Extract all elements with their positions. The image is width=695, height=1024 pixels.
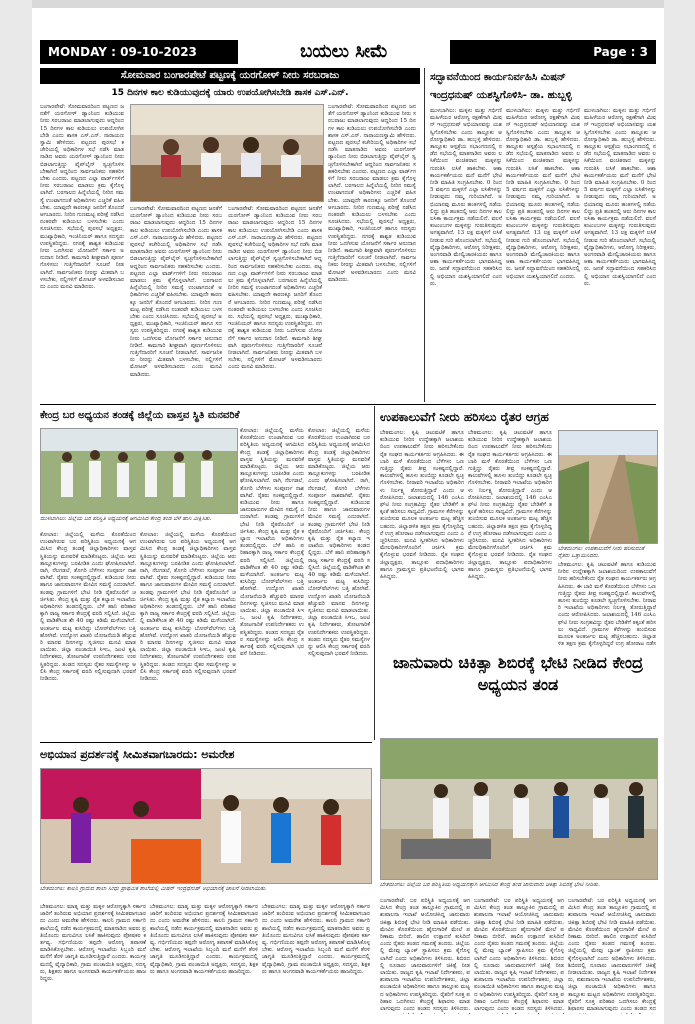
story4-column-1: ಬೇತಮಂಗಲ: ಕೃಷಿ ಚಟುವಟಿಕೆ ಹಾಗೂ ಕುಡಿಯುವ ನೀರಿನ ಉದ್ದೇಶಕ್ಕಾಗಿ ಜಲಾಶಯದಿಂದ ಉಪಕಾಲುವೆಗೆ ನೀರು ಹರಿಸಬೇಕೆಂದು ರೈತ ಸಂಘದ ಕಾರ್ಯಕರ್ತರು ಆಗ್ರಹಿಸಿದರು. ಈ ಬಾರಿ ಮಳೆ ಕೊರತೆಯಿಂದ ಬೆಳೆಗಳು ಒಣಗುತ್ತಿದ್ದು ರೈತರು ತೀವ್ರ ಸಂಕಷ್ಟದಲ್ಲಿದ್ದಾರೆ. ಕಾಲುವೆಗಳಲ್ಲಿ ಹೂಳು ತುಂಬಿದ್ದು ಕೂಡಲೇ ಸ್ವಚ್ಛಗೊಳಿಸಬೇಕು. ನೀರಾವರಿ ಇಲಾಖೆಯ ಅಧಿಕಾರಿಗಳು ನಿರ್ಲಕ್ಷ್ಯ ತೋರುತ್ತಿದ್ದಾರೆ ಎಂದು ಆರೋಪಿಸಿದರು. ಜಲಾಶಯದಲ್ಲಿ 146 ಎಂಸಿಎಫ್‌ಟಿ ನೀರು ಸಂಗ್ರಹವಿದ್ದು ರೈತರ ಬೇಡಿಕೆಗೆ ತಕ್ಕಂತೆ ಹರಿಸಲು ಸಾಧ್ಯವಿದೆ. ಗ್ರಾಮಗಳ ಕೆರೆಗಳನ್ನು ತುಂಬಿಸುವ ಮೂಲಕ ಅಂತರ್ಜಲ ಮಟ್ಟ ಹೆಚ್ಚಿಸಬಹುದು. ಜಿಲ್ಲಾಡಳಿತ ತಕ್ಷಣ ಕ್ರಮ ಕೈಗೊಳ್ಳದಿದ್ದರೆ ಉಗ್ರ ಹೋರಾಟ ನಡೆಸಲಾಗುವುದು ಎಂದು ಎಚ್ಚರಿಸಿದರು. ಮನವಿ ಸ್ವೀಕರಿಸಿದ ಅಧಿಕಾರಿಗಳು ಮೇಲಧಿಕಾರಿಗಳೊಂದಿಗೆ ಚರ್ಚಿಸಿ ಕ್ರಮ ಕೈಗೊಳ್ಳುವ ಭರವಸೆ ನೀಡಿದರು. ರೈತ ಸಂಘದ ಜಿಲ್ಲಾಧ್ಯಕ್ಷರು, ತಾಲ್ಲೂಕು ಪದಾಧಿಕಾರಿಗಳು ಹಾಗೂ ಗ್ರಾಮಸ್ಥರು ಪ್ರತಿಭಟನೆಯಲ್ಲಿ ಭಾಗವಹಿಸಿದ್ದರು. [380, 430, 464, 581]
canal-photo [559, 431, 657, 543]
story4-caption: ಬೇತಮಂಗಲ: ಉಪಕಾಲುವೆಗೆ ನೀರು ಹರಿಸುವಂತೆ ರೈತರು ಒತ್ತಾಯಿಸಿದರು. [558, 546, 645, 559]
story5-photo [40, 768, 372, 884]
masthead [40, 40, 656, 64]
story3-column-2: ಕೋಲಾರ: ಜಿಲ್ಲೆಯಲ್ಲಿ ಮಳೆಯ ಕೊರತೆಯಿಂದ ಉಂಟಾಗಿರುವ ಬರ ಪರಿಸ್ಥಿತಿಯ ಅಧ್ಯಯನಕ್ಕೆ ಆಗಮಿಸಿದ ಕೇಂದ್ರ ತಂಡಕ್ಕೆ ಜಿಲ್ಲಾಧಿಕಾರಿಗಳು ವಾಸ್ತವ ಸ್ಥಿತಿಯನ್ನು ಮನವರಿಕೆ ಮಾಡಿಕೊಟ್ಟರು. ಜಿಲ್ಲೆಯ ಆರು ತಾಲ್ಲೂಕುಗಳನ್ನು ಬರಪೀಡಿತ ಎಂದು ಘೋಷಿಸಲಾಗಿದೆ. ರಾಗಿ, ನೆಲಗಡಲೆ, ತೊಗರಿ ಬೆಳೆಗಳು ಸಂಪೂರ್ಣ ನಾಶವಾಗಿವೆ. ರೈತರು ಸಂಕಷ್ಟದಲ್ಲಿದ್ದಾರೆ. ಕುಡಿಯುವ ನೀರು ಹಾಗೂ ಜಾನುವಾರುಗಳ ಮೇವಿನ ಸಮಸ್ಯೆ ಎದುರಾಗಿದೆ. ತಂಡವು ಗ್ರಾಮಗಳಿಗೆ ಭೇಟಿ ನೀಡಿ ರೈತರೊಂದಿಗೆ ಚರ್ಚಿಸಿತು. ಕೇಂದ್ರ ಕೃಷಿ ಮತ್ತು ರೈತ ಕಲ್ಯಾಣ ಇಲಾಖೆಯ ಅಧಿಕಾರಿಗಳು ತಂಡದಲ್ಲಿದ್ದರು. ಬೆಳೆ ಹಾನಿ ಪರಿಹಾರಕ್ಕಾಗಿ ರಾಜ್ಯ ಸರ್ಕಾರ ಕೇಂದ್ರಕ್ಕೆ ವರದಿ ಸಲ್ಲಿಸಿದೆ. ಜಿಲ್ಲೆಯಲ್ಲಿ ವಾಡಿಕೆಗಿಂತ ಶೇ 40 ರಷ್ಟು ಕಡಿಮೆ ಮಳೆಯಾಗಿದೆ. ಅಂತರ್ಜಲ ಮಟ್ಟ ಕುಸಿದಿದ್ದು ಬೋರ್‌ವೆಲ್‌ಗಳು ಬತ್ತಿ ಹೋಗಿವೆ. ಉದ್ಯೋಗ ಖಾತರಿ ಯೋಜನೆಯಡಿ ಹೆಚ್ಚುವರಿ ಮಾನವ ದಿನಗಳನ್ನು ಸೃಜಿಸಲು ಮನವಿ ಮಾಡಲಾಯಿತು. ಜಿಲ್ಲಾ ಪಂಚಾಯಿತಿ ಸಿಇಒ, ಜಂಟಿ ಕೃಷಿ ನಿರ್ದೇಶಕರು, ತೋಟಗಾರಿಕೆ ಉಪನಿರ್ದೇಶಕರು ಉಪಸ್ಥಿತರಿದ್ದರು. ತಂಡದ ಸದಸ್ಯರು ರೈತರ ಸಮಸ್ಯೆಗಳನ್ನು ಆಲಿಸಿ ಕೇಂದ್ರ ಸರ್ಕಾರಕ್ಕೆ ವರದಿ ಸಲ್ಲಿಸುವುದಾಗಿ ಭರವಸೆ ನೀಡಿದರು. [140, 532, 236, 683]
story4-headline: ಉಪಕಾಲುವೆಗೆ ನೀರು ಹರಿಸಲು ರೈತರ ಆಗ್ರಹ [380, 410, 549, 424]
story6-column-1: ಬಂಗಾರಪೇಟೆ: ಬರ ಪರಿಸ್ಥಿತಿ ಅಧ್ಯಯನಕ್ಕೆ ಆಗಮಿಸಿದ ಕೇಂದ್ರ ತಂಡ ತಾಲ್ಲೂಕಿನ ಗ್ರಾಮದಲ್ಲಿ ಪಶುಪಾಲನಾ ಇಲಾಖೆ ಆಯೋಜಿಸಿದ್ದ ಜಾನುವಾರು ಚಿಕಿತ್ಸಾ ಶಿಬಿರಕ್ಕೆ ಭೇಟಿ ನೀಡಿ ಮಾಹಿತಿ ಪಡೆಯಿತು. ಮೇವಿನ ಕೊರತೆಯಿಂದ ಹೈನುಗಾರಿಕೆ ಮೇಲೆ ಪರಿಣಾಮ ಬೀರಿದೆ. ಹಾಲಿನ ಉತ್ಪಾದನೆ ಕುಸಿದಿದೆ ಎಂದು ರೈತರು ತಂಡದ ಗಮನಕ್ಕೆ ತಂದರು. ಜಿಲ್ಲೆಯಲ್ಲಿ ಮೇವು ಬ್ಯಾಂಕ್ ಸ್ಥಾಪಿಸಲು ಕ್ರಮ ಕೈಗೊಳ್ಳಲಾಗಿದೆ ಎಂದು ಅಧಿಕಾರಿಗಳು ತಿಳಿಸಿದರು. ಶಿಬಿರದಲ್ಲಿ ನೂರಾರು ಜಾನುವಾರುಗಳಿಗೆ ಚಿಕಿತ್ಸೆ ನೀಡಲಾಯಿತು. ರಾಜ್ಯದ ಕೃಷಿ ಇಲಾಖೆ ನಿರ್ದೇಶಕರು, ಪಶುಪಾಲನಾ ಇಲಾಖೆಯ ಉಪನಿರ್ದೇಶಕರು, ಜಿಲ್ಲಾ ಪಂಚಾಯಿತಿ ಅಧಿಕಾರಿಗಳು ಹಾಗೂ ತಾಲ್ಲೂಕು ಮಟ್ಟದ ಅಧಿಕಾರಿಗಳು ಉಪಸ್ಥಿತರಿದ್ದರು. ರೈತರಿಗೆ ಸೂಕ್ತ ಪರಿಹಾರ ಒದಗಿಸಲು ಕೇಂದ್ರಕ್ಕೆ ಶಿಫಾರಸು ಮಾಡಲಾಗುವುದು ಎಂದು ತಂಡದ ಸದಸ್ಯರು ತಿಳಿಸಿದರು. [380, 898, 470, 1013]
story3-column-4: ಕೋಲಾರ: ಜಿಲ್ಲೆಯಲ್ಲಿ ಮಳೆಯ ಕೊರತೆಯಿಂದ ಉಂಟಾಗಿರುವ ಬರ ಪರಿಸ್ಥಿತಿಯ ಅಧ್ಯಯನಕ್ಕೆ ಆಗಮಿಸಿದ ಕೇಂದ್ರ ತಂಡಕ್ಕೆ ಜಿಲ್ಲಾಧಿಕಾರಿಗಳು ವಾಸ್ತವ ಸ್ಥಿತಿಯನ್ನು ಮನವರಿಕೆ ಮಾಡಿಕೊಟ್ಟರು. ಜಿಲ್ಲೆಯ ಆರು ತಾಲ್ಲೂಕುಗಳನ್ನು ಬರಪೀಡಿತ ಎಂದು ಘೋಷಿಸಲಾಗಿದೆ. ರಾಗಿ, ನೆಲಗಡಲೆ, ತೊಗರಿ ಬೆಳೆಗಳು ಸಂಪೂರ್ಣ ನಾಶವಾಗಿವೆ. ರೈತರು ಸಂಕಷ್ಟದಲ್ಲಿದ್ದಾರೆ. ಕುಡಿಯುವ ನೀರು ಹಾಗೂ ಜಾನುವಾರುಗಳ ಮೇವಿನ ಸಮಸ್ಯೆ ಎದುರಾಗಿದೆ. ತಂಡವು ಗ್ರಾಮಗಳಿಗೆ ಭೇಟಿ ನೀಡಿ ರೈತರೊಂದಿಗೆ ಚರ್ಚಿಸಿತು. ಕೇಂದ್ರ ಕೃಷಿ ಮತ್ತು ರೈತ ಕಲ್ಯಾಣ ಇಲಾಖೆಯ ಅಧಿಕಾರಿಗಳು ತಂಡದಲ್ಲಿದ್ದರು. ಬೆಳೆ ಹಾನಿ ಪರಿಹಾರಕ್ಕಾಗಿ ರಾಜ್ಯ ಸರ್ಕಾರ ಕೇಂದ್ರಕ್ಕೆ ವರದಿ ಸಲ್ಲಿಸಿದೆ. ಜಿಲ್ಲೆಯಲ್ಲಿ ವಾಡಿಕೆಗಿಂತ ಶೇ 40 ರಷ್ಟು ಕಡಿಮೆ ಮಳೆಯಾಗಿದೆ. ಅಂತರ್ಜಲ ಮಟ್ಟ ಕುಸಿದಿದ್ದು ಬೋರ್‌ವೆಲ್‌ಗಳು ಬತ್ತಿ ಹೋಗಿವೆ. ಉದ್ಯೋಗ ಖಾತರಿ ಯೋಜನೆಯಡಿ ಹೆಚ್ಚುವರಿ ಮಾನವ ದಿನಗಳನ್ನು ಸೃಜಿಸಲು ಮನವಿ ಮಾಡಲಾಯಿತು. ಜಿಲ್ಲಾ ಪಂಚಾಯಿತಿ ಸಿಇಒ, ಜಂಟಿ ಕೃಷಿ ನಿರ್ದೇಶಕರು, ತೋಟಗಾರಿಕೆ ಉಪನಿರ್ದೇಶಕರು ಉಪಸ್ಥಿತರಿದ್ದರು. ತಂಡದ ಸದಸ್ಯರು ರೈತರ ಸಮಸ್ಯೆಗಳನ್ನು ಆಲಿಸಿ ಕೇಂದ್ರ ಸರ್ಕಾರಕ್ಕೆ ವರದಿ ಸಲ್ಲಿಸುವುದಾಗಿ ಭರವಸೆ ನೀಡಿದರು. [308, 428, 370, 658]
story1-headline-1: ಸೋಮವಾರ ಬಂಗಾರಪೇಟೆ ಪಟ್ಟಣಕ್ಕೆ ಯರಗೋಳ್ ನೀರು ಸರಬರಾಜು [40, 68, 420, 84]
story6-headline: ಜಾನುವಾರು ಚಿಕಿತ್ಸಾ ಶಿಬಿರಕ್ಕೆ ಭೇಟಿ ನೀಡಿದ ಕೇಂದ್ರ ಅಧ್ಯಯನ ತಂಡ [392, 653, 644, 694]
story1-column-3: ಬಂಗಾರಪೇಟೆ: ಸೋಮವಾರದಿಂದ ಪಟ್ಟಣದ ಜನತೆಗೆ ಯರಗೋಳ್ ಡ್ಯಾಂನಿಂದ ಕುಡಿಯುವ ನೀರು ಸರಬರಾಜು ಮಾಡಲಾಗುವುದು ಆದ್ದರಿಂದ 15 ದಿನಗಳ ಕಾಲ ಕುಡಿಯಲು ಉಪಯೋಗಿಸಬೇಡಿ ಎಂದು ಶಾಸಕ ಎಸ್.ಎನ್. ನಾರಾಯಣಸ್ವಾಮಿ ಹೇಳಿದರು. ಪಟ್ಟಣದ ಪುರಸಭೆ ಕಚೇರಿಯಲ್ಲಿ ಅಧಿಕಾರಿಗಳ ಸಭೆ ನಡೆಸಿ ಮಾತನಾಡಿದ ಅವರು ಯರಗೋಳ್ ಡ್ಯಾಂನಿಂದ ನೀರು ಬಿಡಲಾಗುತ್ತಿದ್ದು ಪೈಪ್‌ಲೈನ್ ಸ್ವಚ್ಛಗೊಳಿಸಬೇಕಾಗಿದೆ ಆದ್ದರಿಂದ ಸಾರ್ವಜನಿಕರು ಸಹಕರಿಸಬೇಕು ಎಂದರು. ಪಟ್ಟಣದ ಎಲ್ಲಾ ವಾರ್ಡ್‌ಗಳಿಗೆ ನೀರು ಸರಬರಾಜು ಮಾಡಲು ಕ್ರಮ ಕೈಗೊಳ್ಳಲಾಗಿದೆ. ಬರಗಾಲದ ಹಿನ್ನೆಲೆಯಲ್ಲಿ ನೀರಿನ ಸಮಸ್ಯೆ ಉಂಟಾಗದಂತೆ ಅಧಿಕಾರಿಗಳು ಎಚ್ಚರಿಕೆ ವಹಿಸಬೇಕು. ಯಾವುದೇ ಕಾರಣಕ್ಕೂ ಜನರಿಗೆ ತೊಂದರೆ ಆಗಬಾರದು. ನೀರಿನ ಗುಣಮಟ್ಟ ಪರೀಕ್ಷೆ ನಡೆಸಿದ ನಂತರವೇ ಕುಡಿಯಲು ಬಳಸಬೇಕು ಎಂದು ಸೂಚಿಸಿದರು. ಸಭೆಯಲ್ಲಿ ಪುರಸಭೆ ಅಧ್ಯಕ್ಷರು, ಮುಖ್ಯಾಧಿಕಾರಿ, ಇಂಜಿನಿಯರ್ ಹಾಗೂ ಸದಸ್ಯರು ಉಪಸ್ಥಿತರಿದ್ದರು. ನಗರಕ್ಕೆ ಶಾಶ್ವತ ಕುಡಿಯುವ ನೀರು ಒದಗಿಸುವ ಯೋಜನೆಗೆ ಸರ್ಕಾರ ಅನುದಾನ ನೀಡಿದೆ. ಕಾಮಗಾರಿ ಶೀಘ್ರವಾಗಿ ಪೂರ್ಣಗೊಳಿಸಲು ಗುತ್ತಿಗೆದಾರರಿಗೆ ಸೂಚನೆ ನೀಡಲಾಗಿದೆ. ಸಾರ್ವಜನಿಕರು ನೀರನ್ನು ಮಿತವಾಗಿ ಬಳಸಬೇಕು, ನಲ್ಲಿಗಳಿಗೆ ಮೋಟರ್ ಅಳವಡಿಸಬಾರದು ಎಂದು ಮನವಿ ಮಾಡಿದರು. [228, 206, 322, 371]
story3-caption: ಮುಳಬಾಗಿಲು: ಜಿಲ್ಲೆಯ ಬರ ಪರಿಸ್ಥಿತಿ ಅಧ್ಯಯನಕ್ಕೆ ಆಗಮಿಸಿದ ಕೇಂದ್ರ ತಂಡ ಬೆಳೆ ಹಾನಿ ವೀಕ್ಷಿಸಿತು. [40, 516, 212, 522]
meeting-photo [131, 105, 323, 201]
veterinary-camp-photo [381, 739, 657, 879]
story4-column-3: ಬೇತಮಂಗಲ: ಕೃಷಿ ಚಟುವಟಿಕೆ ಹಾಗೂ ಕುಡಿಯುವ ನೀರಿನ ಉದ್ದೇಶಕ್ಕಾಗಿ ಜಲಾಶಯದಿಂದ ಉಪಕಾಲುವೆಗೆ ನೀರು ಹರಿಸಬೇಕೆಂದು ರೈತ ಸಂಘದ ಕಾರ್ಯಕರ್ತರು ಆಗ್ರಹಿಸಿದರು. ಈ ಬಾರಿ ಮಳೆ ಕೊರತೆಯಿಂದ ಬೆಳೆಗಳು ಒಣಗುತ್ತಿದ್ದು ರೈತರು ತೀವ್ರ ಸಂಕಷ್ಟದಲ್ಲಿದ್ದಾರೆ. ಕಾಲುವೆಗಳಲ್ಲಿ ಹೂಳು ತುಂಬಿದ್ದು ಕೂಡಲೇ ಸ್ವಚ್ಛಗೊಳಿಸಬೇಕು. ನೀರಾವರಿ ಇಲಾಖೆಯ ಅಧಿಕಾರಿಗಳು ನಿರ್ಲಕ್ಷ್ಯ ತೋರುತ್ತಿದ್ದಾರೆ ಎಂದು ಆರೋಪಿಸಿದರು. ಜಲಾಶಯದಲ್ಲಿ 146 ಎಂಸಿಎಫ್‌ಟಿ ನೀರು ಸಂಗ್ರಹವಿದ್ದು ರೈತರ ಬೇಡಿಕೆಗೆ ತಕ್ಕಂತೆ ಹರಿಸಲು ಸಾಧ್ಯವಿದೆ. ಗ್ರಾಮಗಳ ಕೆರೆಗಳನ್ನು ತುಂಬಿಸುವ ಮೂಲಕ ಅಂತರ್ಜಲ ಮಟ್ಟ ಹೆಚ್ಚಿಸಬಹುದು. ಜಿಲ್ಲಾಡಳಿತ ತಕ್ಷಣ ಕ್ರಮ ಕೈಗೊಳ್ಳದಿದ್ದರೆ ಉಗ್ರ ಹೋರಾಟ ನಡೆಸ [558, 562, 656, 648]
horizontal-rule [40, 404, 656, 405]
story3-headline: ಕೇಂದ್ರ ಬರ ಅಧ್ಯಯನ ತಂಡಕ್ಕೆ ಜಿಲ್ಲೆಯ ವಾಸ್ತವ ಸ್ಥಿತಿ ಮನವರಿಕೆ [40, 410, 240, 421]
story4-column-2: ಬೇತಮಂಗಲ: ಕೃಷಿ ಚಟುವಟಿಕೆ ಹಾಗೂ ಕುಡಿಯುವ ನೀರಿನ ಉದ್ದೇಶಕ್ಕಾಗಿ ಜಲಾಶಯದಿಂದ ಉಪಕಾಲುವೆಗೆ ನೀರು ಹರಿಸಬೇಕೆಂದು ರೈತ ಸಂಘದ ಕಾರ್ಯಕರ್ತರು ಆಗ್ರಹಿಸಿದರು. ಈ ಬಾರಿ ಮಳೆ ಕೊರತೆಯಿಂದ ಬೆಳೆಗಳು ಒಣಗುತ್ತಿದ್ದು ರೈತರು ತೀವ್ರ ಸಂಕಷ್ಟದಲ್ಲಿದ್ದಾರೆ. ಕಾಲುವೆಗಳಲ್ಲಿ ಹೂಳು ತುಂಬಿದ್ದು ಕೂಡಲೇ ಸ್ವಚ್ಛಗೊಳಿಸಬೇಕು. ನೀರಾವರಿ ಇಲಾಖೆಯ ಅಧಿಕಾರಿಗಳು ನಿರ್ಲಕ್ಷ್ಯ ತೋರುತ್ತಿದ್ದಾರೆ ಎಂದು ಆರೋಪಿಸಿದರು. ಜಲಾಶಯದಲ್ಲಿ 146 ಎಂಸಿಎಫ್‌ಟಿ ನೀರು ಸಂಗ್ರಹವಿದ್ದು ರೈತರ ಬೇಡಿಕೆಗೆ ತಕ್ಕಂತೆ ಹರಿಸಲು ಸಾಧ್ಯವಿದೆ. ಗ್ರಾಮಗಳ ಕೆರೆಗಳನ್ನು ತುಂಬಿಸುವ ಮೂಲಕ ಅಂತರ್ಜಲ ಮಟ್ಟ ಹೆಚ್ಚಿಸಬಹುದು. ಜಿಲ್ಲಾಡಳಿತ ತಕ್ಷಣ ಕ್ರಮ ಕೈಗೊಳ್ಳದಿದ್ದರೆ ಉಗ್ರ ಹೋರಾಟ ನಡೆಸಲಾಗುವುದು ಎಂದು ಎಚ್ಚರಿಸಿದರು. ಮನವಿ ಸ್ವೀಕರಿಸಿದ ಅಧಿಕಾರಿಗಳು ಮೇಲಧಿಕಾರಿಗಳೊಂದಿಗೆ ಚರ್ಚಿಸಿ ಕ್ರಮ ಕೈಗೊಳ್ಳುವ ಭರವಸೆ ನೀಡಿದರು. ರೈತ ಸಂಘದ ಜಿಲ್ಲಾಧ್ಯಕ್ಷರು, ತಾಲ್ಲೂಕು ಪದಾಧಿಕಾರಿಗಳು ಹಾಗೂ ಗ್ರಾಮಸ್ಥರು ಪ್ರತಿಭಟನೆಯಲ್ಲಿ ಭಾಗವಹಿಸಿದ್ದರು. [468, 430, 552, 581]
newspaper-page [32, 0, 664, 1024]
story1-headline-2: 15 ದಿನಗಳ ಕಾಲ ಕುಡಿಯುವುದಕ್ಕೆ ಯಾರು ಉಪಯೋಗಿಸಬೇಡಿ ಶಾಸಕ ಎಸ್.ಎನ್. [111, 88, 349, 98]
issue-date: MONDAY : 09-10-2023 [48, 45, 197, 59]
story3-column-1: ಕೋಲಾರ: ಜಿಲ್ಲೆಯಲ್ಲಿ ಮಳೆಯ ಕೊರತೆಯಿಂದ ಉಂಟಾಗಿರುವ ಬರ ಪರಿಸ್ಥಿತಿಯ ಅಧ್ಯಯನಕ್ಕೆ ಆಗಮಿಸಿದ ಕೇಂದ್ರ ತಂಡಕ್ಕೆ ಜಿಲ್ಲಾಧಿಕಾರಿಗಳು ವಾಸ್ತವ ಸ್ಥಿತಿಯನ್ನು ಮನವರಿಕೆ ಮಾಡಿಕೊಟ್ಟರು. ಜಿಲ್ಲೆಯ ಆರು ತಾಲ್ಲೂಕುಗಳನ್ನು ಬರಪೀಡಿತ ಎಂದು ಘೋಷಿಸಲಾಗಿದೆ. ರಾಗಿ, ನೆಲಗಡಲೆ, ತೊಗರಿ ಬೆಳೆಗಳು ಸಂಪೂರ್ಣ ನಾಶವಾಗಿವೆ. ರೈತರು ಸಂಕಷ್ಟದಲ್ಲಿದ್ದಾರೆ. ಕುಡಿಯುವ ನೀರು ಹಾಗೂ ಜಾನುವಾರುಗಳ ಮೇವಿನ ಸಮಸ್ಯೆ ಎದುರಾಗಿದೆ. ತಂಡವು ಗ್ರಾಮಗಳಿಗೆ ಭೇಟಿ ನೀಡಿ ರೈತರೊಂದಿಗೆ ಚರ್ಚಿಸಿತು. ಕೇಂದ್ರ ಕೃಷಿ ಮತ್ತು ರೈತ ಕಲ್ಯಾಣ ಇಲಾಖೆಯ ಅಧಿಕಾರಿಗಳು ತಂಡದಲ್ಲಿದ್ದರು. ಬೆಳೆ ಹಾನಿ ಪರಿಹಾರಕ್ಕಾಗಿ ರಾಜ್ಯ ಸರ್ಕಾರ ಕೇಂದ್ರಕ್ಕೆ ವರದಿ ಸಲ್ಲಿಸಿದೆ. ಜಿಲ್ಲೆಯಲ್ಲಿ ವಾಡಿಕೆಗಿಂತ ಶೇ 40 ರಷ್ಟು ಕಡಿಮೆ ಮಳೆಯಾಗಿದೆ. ಅಂತರ್ಜಲ ಮಟ್ಟ ಕುಸಿದಿದ್ದು ಬೋರ್‌ವೆಲ್‌ಗಳು ಬತ್ತಿ ಹೋಗಿವೆ. ಉದ್ಯೋಗ ಖಾತರಿ ಯೋಜನೆಯಡಿ ಹೆಚ್ಚುವರಿ ಮಾನವ ದಿನಗಳನ್ನು ಸೃಜಿಸಲು ಮನವಿ ಮಾಡಲಾಯಿತು. ಜಿಲ್ಲಾ ಪಂಚಾಯಿತಿ ಸಿಇಒ, ಜಂಟಿ ಕೃಷಿ ನಿರ್ದೇಶಕರು, ತೋಟಗಾರಿಕೆ ಉಪನಿರ್ದೇಶಕರು ಉಪಸ್ಥಿತರಿದ್ದರು. ತಂಡದ ಸದಸ್ಯರು ರೈತರ ಸಮಸ್ಯೆಗಳನ್ನು ಆಲಿಸಿ ಕೇಂದ್ರ ಸರ್ಕಾರಕ್ಕೆ ವರದಿ ಸಲ್ಲಿಸುವುದಾಗಿ ಭರವಸೆ ನೀಡಿದರು. [40, 532, 136, 683]
story6-column-3: ಬಂಗಾರಪೇಟೆ: ಬರ ಪರಿಸ್ಥಿತಿ ಅಧ್ಯಯನಕ್ಕೆ ಆಗಮಿಸಿದ ಕೇಂದ್ರ ತಂಡ ತಾಲ್ಲೂಕಿನ ಗ್ರಾಮದಲ್ಲಿ ಪಶುಪಾಲನಾ ಇಲಾಖೆ ಆಯೋಜಿಸಿದ್ದ ಜಾನುವಾರು ಚಿಕಿತ್ಸಾ ಶಿಬಿರಕ್ಕೆ ಭೇಟಿ ನೀಡಿ ಮಾಹಿತಿ ಪಡೆಯಿತು. ಮೇವಿನ ಕೊರತೆಯಿಂದ ಹೈನುಗಾರಿಕೆ ಮೇಲೆ ಪರಿಣಾಮ ಬೀರಿದೆ. ಹಾಲಿನ ಉತ್ಪಾದನೆ ಕುಸಿದಿದೆ ಎಂದು ರೈತರು ತಂಡದ ಗಮನಕ್ಕೆ ತಂದರು. ಜಿಲ್ಲೆಯಲ್ಲಿ ಮೇವು ಬ್ಯಾಂಕ್ ಸ್ಥಾಪಿಸಲು ಕ್ರಮ ಕೈಗೊಳ್ಳಲಾಗಿದೆ ಎಂದು ಅಧಿಕಾರಿಗಳು ತಿಳಿಸಿದರು. ಶಿಬಿರದಲ್ಲಿ ನೂರಾರು ಜಾನುವಾರುಗಳಿಗೆ ಚಿಕಿತ್ಸೆ ನೀಡಲಾಯಿತು. ರಾಜ್ಯದ ಕೃಷಿ ಇಲಾಖೆ ನಿರ್ದೇಶಕರು, ಪಶುಪಾಲನಾ ಇಲಾಖೆಯ ಉಪನಿರ್ದೇಶಕರು, ಜಿಲ್ಲಾ ಪಂಚಾಯಿತಿ ಅಧಿಕಾರಿಗಳು ಹಾಗೂ ತಾಲ್ಲೂಕು ಮಟ್ಟದ ಅಧಿಕಾರಿಗಳು ಉಪಸ್ಥಿತರಿದ್ದರು. ರೈತರಿಗೆ ಸೂಕ್ತ ಪರಿಹಾರ ಒದಗಿಸಲು ಕೇಂದ್ರಕ್ಕೆ ಶಿಫಾರಸು ಮಾಡಲಾಗುವುದು ಎಂದು ತಂಡದ ಸದ [568, 898, 656, 1013]
column-divider [424, 68, 425, 402]
story6-caption: ಬೇತಮಂಗಲ: ಜಿಲ್ಲೆಯ ಬರ ಪರಿಸ್ಥಿತಿಯ ಅಧ್ಯಯನಕ್ಕಾಗಿ ಆಗಮಿಸಿದ ಕೇಂದ್ರ ತಂಡ ಜಾನುವಾರು ಚಿಕಿತ್ಸಾ ಶಿಬಿರಕ್ಕೆ ಭೇಟಿ ನೀಡಿತು. [380, 882, 600, 888]
story1-photo [130, 104, 324, 202]
column-divider [374, 406, 375, 740]
story2-column-3: ಮುಳಬಾಗಿಲು: ಮಕ್ಕಳು ಮತ್ತು ಗರ್ಭಿಣಿ ಮಹಿಳೆಯರ ಆರೋಗ್ಯ ರಕ್ಷಣೆಗಾಗಿ ಮಿಷನ್ ಇಂದ್ರಧನುಷ್ ಅಭಿಯಾನವನ್ನು ಯಶಸ್ವಿಗೊಳಿಸಬೇಕು ಎಂದು ತಾಲ್ಲೂಕು ಆರೋಗ್ಯಾಧಿಕಾರಿ ಡಾ. ಹುಬ್ಬಳ್ಳಿ ಹೇಳಿದರು. ತಾಲ್ಲೂಕು ಆಸ್ಪತ್ರೆಯ ಸಭಾಂಗಣದಲ್ಲಿ ನಡೆದ ಸಭೆಯಲ್ಲಿ ಮಾತನಾಡಿದ ಅವರು ಲಸಿಕೆಯಿಂದ ವಂಚಿತರಾದ ಮಕ್ಕಳನ್ನು ಗುರುತಿಸಿ ಲಸಿಕೆ ಹಾಕಬೇಕು. ಆಶಾ ಕಾರ್ಯಕರ್ತೆಯರು ಮನೆ ಮನೆಗೆ ಭೇಟಿ ನೀಡಿ ಮಾಹಿತಿ ಸಂಗ್ರಹಿಸಬೇಕು. 0 ರಿಂದ 5 ವರ್ಷದ ಮಕ್ಕಳಿಗೆ ಎಲ್ಲಾ ಲಸಿಕೆಗಳನ್ನು ನೀಡುವುದು ನಮ್ಮ ಗುರಿಯಾಗಿದೆ. ಅಭಿಯಾನವು ಮೂರು ಹಂತಗಳಲ್ಲಿ ನಡೆಯಲಿದ್ದು ಪ್ರತಿ ಹಂತದಲ್ಲಿ ಆರು ದಿನಗಳ ಕಾಲ ಲಸಿಕಾ ಕಾರ್ಯಕ್ರಮ ನಡೆಯಲಿದೆ. ವಲಸೆ ಕುಟುಂಬಗಳ ಮಕ್ಕಳನ್ನು ಗುರುತಿಸುವುದು ಅಗತ್ಯವಾಗಿದೆ. 13 ಲಕ್ಷ ಮಕ್ಕಳಿಗೆ ಲಸಿಕೆ ನೀಡುವ ಗುರಿ ಹೊಂದಲಾಗಿದೆ. ಸಭೆಯಲ್ಲಿ ವೈದ್ಯಾಧಿಕಾರಿಗಳು, ಆರೋಗ್ಯ ನಿರೀಕ್ಷಕರು, ಅಂಗನವಾಡಿ ಮೇಲ್ವಿಚಾರಕಿಯರು ಹಾಗೂ ಆಶಾ ಕಾರ್ಯಕರ್ತೆಯರು ಭಾಗವಹಿಸಿದ್ದರು. ಜನತೆ ಸದ್ಭಾವನೆಯಿಂದ ಸಹಕರಿಸಿದಲ್ಲಿ ಅಭಿಯಾನ ಯಶಸ್ವಿಯಾಗಲಿದೆ ಎಂದರು. [584, 108, 656, 287]
story2-headline-1: ಸದ್ಭಾವನೆಯಿಂದ ಕಾರ್ಯನಿರ್ವಹಿಸಿ ಮಿಷನ್ [430, 72, 566, 83]
story5-column-1: ಬೇತಮಂಗಲ: ಮಾತೃ ಮತ್ತು ಮಕ್ಕಳ ಆರೋಗ್ಯಕ್ಕಾಗಿ ಸರ್ಕಾರ ಜಾರಿಗೆ ತಂದಿರುವ ಅಭಿಯಾನ ಪ್ರದರ್ಶನಕ್ಕೆ ಸೀಮಿತವಾಗಬಾರದು ಎಂದು ಅಮರೇಶ ಹೇಳಿದರು. ಕಾಲನಿ ಗ್ರಾಮದ ಸರ್ಕಾರಿ ಶಾಲೆಯಲ್ಲಿ ನಡೆದ ಕಾರ್ಯಕ್ರಮದಲ್ಲಿ ಮಾತನಾಡಿದ ಅವರು ಪ್ರತಿಯೊಂದು ಮಗುವಿಗೂ ಲಸಿಕೆ ಹಾಕಿಸುವುದು ಪೋಷಕರ ಕರ್ತವ್ಯ. ಗರ್ಭಿಣಿಯರು ತಪ್ಪದೇ ಆರೋಗ್ಯ ತಪಾಸಣೆ ಮಾಡಿಸಿಕೊಳ್ಳಬೇಕು. ಆರೋಗ್ಯ ಇಲಾಖೆಯ ಸಿಬ್ಬಂದಿ ಮನೆ ಮನೆಗೆ ತೆರಳಿ ಜಾಗೃತಿ ಮೂಡಿಸುತ್ತಿದ್ದಾರೆ ಎಂದರು. ಕಾರ್ಯಕ್ರಮದಲ್ಲಿ ವೈದ್ಯಾಧಿಕಾರಿ, ಗ್ರಾಮ ಪಂಚಾಯಿತಿ ಅಧ್ಯಕ್ಷರು, ಸದಸ್ಯರು, ಶಿಕ್ಷಕರು ಹಾಗೂ ಅಂಗನವಾಡಿ ಕಾರ್ಯಕರ್ತೆಯರು ಹಾಜರಿದ್ದರು. [40, 904, 146, 983]
story4-photo [558, 430, 658, 544]
story3-photo [40, 428, 238, 514]
story2-headline-2: ಇಂದ್ರಧನುಷ್ ಯಶಸ್ವಿಗೊಳಿಸಿ- ಡಾ. ಹುಬ್ಬಳ್ಳಿ [430, 90, 572, 101]
field-visit-photo [41, 429, 237, 513]
top-strip [32, 0, 664, 8]
story2-column-1: ಮುಳಬಾಗಿಲು: ಮಕ್ಕಳು ಮತ್ತು ಗರ್ಭಿಣಿ ಮಹಿಳೆಯರ ಆರೋಗ್ಯ ರಕ್ಷಣೆಗಾಗಿ ಮಿಷನ್ ಇಂದ್ರಧನುಷ್ ಅಭಿಯಾನವನ್ನು ಯಶಸ್ವಿಗೊಳಿಸಬೇಕು ಎಂದು ತಾಲ್ಲೂಕು ಆರೋಗ್ಯಾಧಿಕಾರಿ ಡಾ. ಹುಬ್ಬಳ್ಳಿ ಹೇಳಿದರು. ತಾಲ್ಲೂಕು ಆಸ್ಪತ್ರೆಯ ಸಭಾಂಗಣದಲ್ಲಿ ನಡೆದ ಸಭೆಯಲ್ಲಿ ಮಾತನಾಡಿದ ಅವರು ಲಸಿಕೆಯಿಂದ ವಂಚಿತರಾದ ಮಕ್ಕಳನ್ನು ಗುರುತಿಸಿ ಲಸಿಕೆ ಹಾಕಬೇಕು. ಆಶಾ ಕಾರ್ಯಕರ್ತೆಯರು ಮನೆ ಮನೆಗೆ ಭೇಟಿ ನೀಡಿ ಮಾಹಿತಿ ಸಂಗ್ರಹಿಸಬೇಕು. 0 ರಿಂದ 5 ವರ್ಷದ ಮಕ್ಕಳಿಗೆ ಎಲ್ಲಾ ಲಸಿಕೆಗಳನ್ನು ನೀಡುವುದು ನಮ್ಮ ಗುರಿಯಾಗಿದೆ. ಅಭಿಯಾನವು ಮೂರು ಹಂತಗಳಲ್ಲಿ ನಡೆಯಲಿದ್ದು ಪ್ರತಿ ಹಂತದಲ್ಲಿ ಆರು ದಿನಗಳ ಕಾಲ ಲಸಿಕಾ ಕಾರ್ಯಕ್ರಮ ನಡೆಯಲಿದೆ. ವಲಸೆ ಕುಟುಂಬಗಳ ಮಕ್ಕಳನ್ನು ಗುರುತಿಸುವುದು ಅಗತ್ಯವಾಗಿದೆ. 13 ಲಕ್ಷ ಮಕ್ಕಳಿಗೆ ಲಸಿಕೆ ನೀಡುವ ಗುರಿ ಹೊಂದಲಾಗಿದೆ. ಸಭೆಯಲ್ಲಿ ವೈದ್ಯಾಧಿಕಾರಿಗಳು, ಆರೋಗ್ಯ ನಿರೀಕ್ಷಕರು, ಅಂಗನವಾಡಿ ಮೇಲ್ವಿಚಾರಕಿಯರು ಹಾಗೂ ಆಶಾ ಕಾರ್ಯಕರ್ತೆಯರು ಭಾಗವಹಿಸಿದ್ದರು. ಜನತೆ ಸದ್ಭಾವನೆಯಿಂದ ಸಹಕರಿಸಿದಲ್ಲಿ ಅಭಿಯಾನ ಯಶಸ್ವಿಯಾಗಲಿದೆ ಎಂದರು. [430, 108, 502, 287]
story3-column-3: ಕೋಲಾರ: ಜಿಲ್ಲೆಯಲ್ಲಿ ಮಳೆಯ ಕೊರತೆಯಿಂದ ಉಂಟಾಗಿರುವ ಬರ ಪರಿಸ್ಥಿತಿಯ ಅಧ್ಯಯನಕ್ಕೆ ಆಗಮಿಸಿದ ಕೇಂದ್ರ ತಂಡಕ್ಕೆ ಜಿಲ್ಲಾಧಿಕಾರಿಗಳು ವಾಸ್ತವ ಸ್ಥಿತಿಯನ್ನು ಮನವರಿಕೆ ಮಾಡಿಕೊಟ್ಟರು. ಜಿಲ್ಲೆಯ ಆರು ತಾಲ್ಲೂಕುಗಳನ್ನು ಬರಪೀಡಿತ ಎಂದು ಘೋಷಿಸಲಾಗಿದೆ. ರಾಗಿ, ನೆಲಗಡಲೆ, ತೊಗರಿ ಬೆಳೆಗಳು ಸಂಪೂರ್ಣ ನಾಶವಾಗಿವೆ. ರೈತರು ಸಂಕಷ್ಟದಲ್ಲಿದ್ದಾರೆ. ಕುಡಿಯುವ ನೀರು ಹಾಗೂ ಜಾನುವಾರುಗಳ ಮೇವಿನ ಸಮಸ್ಯೆ ಎದುರಾಗಿದೆ. ತಂಡವು ಗ್ರಾಮಗಳಿಗೆ ಭೇಟಿ ನೀಡಿ ರೈತರೊಂದಿಗೆ ಚರ್ಚಿಸಿತು. ಕೇಂದ್ರ ಕೃಷಿ ಮತ್ತು ರೈತ ಕಲ್ಯಾಣ ಇಲಾಖೆಯ ಅಧಿಕಾರಿಗಳು ತಂಡದಲ್ಲಿದ್ದರು. ಬೆಳೆ ಹಾನಿ ಪರಿಹಾರಕ್ಕಾಗಿ ರಾಜ್ಯ ಸರ್ಕಾರ ಕೇಂದ್ರಕ್ಕೆ ವರದಿ ಸಲ್ಲಿಸಿದೆ. ಜಿಲ್ಲೆಯಲ್ಲಿ ವಾಡಿಕೆಗಿಂತ ಶೇ 40 ರಷ್ಟು ಕಡಿಮೆ ಮಳೆಯಾಗಿದೆ. ಅಂತರ್ಜಲ ಮಟ್ಟ ಕುಸಿದಿದ್ದು ಬೋರ್‌ವೆಲ್‌ಗಳು ಬತ್ತಿ ಹೋಗಿವೆ. ಉದ್ಯೋಗ ಖಾತರಿ ಯೋಜನೆಯಡಿ ಹೆಚ್ಚುವರಿ ಮಾನವ ದಿನಗಳನ್ನು ಸೃಜಿಸಲು ಮನವಿ ಮಾಡಲಾಯಿತು. ಜಿಲ್ಲಾ ಪಂಚಾಯಿತಿ ಸಿಇಒ, ಜಂಟಿ ಕೃಷಿ ನಿರ್ದೇಶಕರು, ತೋಟಗಾರಿಕೆ ಉಪನಿರ್ದೇಶಕರು ಉಪಸ್ಥಿತರಿದ್ದರು. ತಂಡದ ಸದಸ್ಯರು ರೈತರ ಸಮಸ್ಯೆಗಳನ್ನು ಆಲಿಸಿ ಕೇಂದ್ರ ಸರ್ಕಾರಕ್ಕೆ ವರದಿ ಸಲ್ಲಿಸುವುದಾಗಿ ಭರವಸೆ ನೀಡಿದರು. [240, 428, 304, 658]
story5-column-2: ಬೇತಮಂಗಲ: ಮಾತೃ ಮತ್ತು ಮಕ್ಕಳ ಆರೋಗ್ಯಕ್ಕಾಗಿ ಸರ್ಕಾರ ಜಾರಿಗೆ ತಂದಿರುವ ಅಭಿಯಾನ ಪ್ರದರ್ಶನಕ್ಕೆ ಸೀಮಿತವಾಗಬಾರದು ಎಂದು ಅಮರೇಶ ಹೇಳಿದರು. ಕಾಲನಿ ಗ್ರಾಮದ ಸರ್ಕಾರಿ ಶಾಲೆಯಲ್ಲಿ ನಡೆದ ಕಾರ್ಯಕ್ರಮದಲ್ಲಿ ಮಾತನಾಡಿದ ಅವರು ಪ್ರತಿಯೊಂದು ಮಗುವಿಗೂ ಲಸಿಕೆ ಹಾಕಿಸುವುದು ಪೋಷಕರ ಕರ್ತವ್ಯ. ಗರ್ಭಿಣಿಯರು ತಪ್ಪದೇ ಆರೋಗ್ಯ ತಪಾಸಣೆ ಮಾಡಿಸಿಕೊಳ್ಳಬೇಕು. ಆರೋಗ್ಯ ಇಲಾಖೆಯ ಸಿಬ್ಬಂದಿ ಮನೆ ಮನೆಗೆ ತೆರಳಿ ಜಾಗೃತಿ ಮೂಡಿಸುತ್ತಿದ್ದಾರೆ ಎಂದರು. ಕಾರ್ಯಕ್ರಮದಲ್ಲಿ ವೈದ್ಯಾಧಿಕಾರಿ, ಗ್ರಾಮ ಪಂಚಾಯಿತಿ ಅಧ್ಯಕ್ಷರು, ಸದಸ್ಯರು, ಶಿಕ್ಷಕರು ಹಾಗೂ ಅಂಗನವಾಡಿ ಕಾರ್ಯಕರ್ತೆಯರು ಹಾಜರಿದ್ದರು. [150, 904, 258, 975]
story1-column-1: ಬಂಗಾರಪೇಟೆ: ಸೋಮವಾರದಿಂದ ಪಟ್ಟಣದ ಜನತೆಗೆ ಯರಗೋಳ್ ಡ್ಯಾಂನಿಂದ ಕುಡಿಯುವ ನೀರು ಸರಬರಾಜು ಮಾಡಲಾಗುವುದು ಆದ್ದರಿಂದ 15 ದಿನಗಳ ಕಾಲ ಕುಡಿಯಲು ಉಪಯೋಗಿಸಬೇಡಿ ಎಂದು ಶಾಸಕ ಎಸ್.ಎನ್. ನಾರಾಯಣಸ್ವಾಮಿ ಹೇಳಿದರು. ಪಟ್ಟಣದ ಪುರಸಭೆ ಕಚೇರಿಯಲ್ಲಿ ಅಧಿಕಾರಿಗಳ ಸಭೆ ನಡೆಸಿ ಮಾತನಾಡಿದ ಅವರು ಯರಗೋಳ್ ಡ್ಯಾಂನಿಂದ ನೀರು ಬಿಡಲಾಗುತ್ತಿದ್ದು ಪೈಪ್‌ಲೈನ್ ಸ್ವಚ್ಛಗೊಳಿಸಬೇಕಾಗಿದೆ ಆದ್ದರಿಂದ ಸಾರ್ವಜನಿಕರು ಸಹಕರಿಸಬೇಕು ಎಂದರು. ಪಟ್ಟಣದ ಎಲ್ಲಾ ವಾರ್ಡ್‌ಗಳಿಗೆ ನೀರು ಸರಬರಾಜು ಮಾಡಲು ಕ್ರಮ ಕೈಗೊಳ್ಳಲಾಗಿದೆ. ಬರಗಾಲದ ಹಿನ್ನೆಲೆಯಲ್ಲಿ ನೀರಿನ ಸಮಸ್ಯೆ ಉಂಟಾಗದಂತೆ ಅಧಿಕಾರಿಗಳು ಎಚ್ಚರಿಕೆ ವಹಿಸಬೇಕು. ಯಾವುದೇ ಕಾರಣಕ್ಕೂ ಜನರಿಗೆ ತೊಂದರೆ ಆಗಬಾರದು. ನೀರಿನ ಗುಣಮಟ್ಟ ಪರೀಕ್ಷೆ ನಡೆಸಿದ ನಂತರವೇ ಕುಡಿಯಲು ಬಳಸಬೇಕು ಎಂದು ಸೂಚಿಸಿದರು. ಸಭೆಯಲ್ಲಿ ಪುರಸಭೆ ಅಧ್ಯಕ್ಷರು, ಮುಖ್ಯಾಧಿಕಾರಿ, ಇಂಜಿನಿಯರ್ ಹಾಗೂ ಸದಸ್ಯರು ಉಪಸ್ಥಿತರಿದ್ದರು. ನಗರಕ್ಕೆ ಶಾಶ್ವತ ಕುಡಿಯುವ ನೀರು ಒದಗಿಸುವ ಯೋಜನೆಗೆ ಸರ್ಕಾರ ಅನುದಾನ ನೀಡಿದೆ. ಕಾಮಗಾರಿ ಶೀಘ್ರವಾಗಿ ಪೂರ್ಣಗೊಳಿಸಲು ಗುತ್ತಿಗೆದಾರರಿಗೆ ಸೂಚನೆ ನೀಡಲಾಗಿದೆ. ಸಾರ್ವಜನಿಕರು ನೀರನ್ನು ಮಿತವಾಗಿ ಬಳಸಬೇಕು, ನಲ್ಲಿಗಳಿಗೆ ಮೋಟರ್ ಅಳವಡಿಸಬಾರದು ಎಂದು ಮನವಿ ಮಾಡಿದರು. [40, 104, 124, 291]
story5-column-3: ಬೇತಮಂಗಲ: ಮಾತೃ ಮತ್ತು ಮಕ್ಕಳ ಆರೋಗ್ಯಕ್ಕಾಗಿ ಸರ್ಕಾರ ಜಾರಿಗೆ ತಂದಿರುವ ಅಭಿಯಾನ ಪ್ರದರ್ಶನಕ್ಕೆ ಸೀಮಿತವಾಗಬಾರದು ಎಂದು ಅಮರೇಶ ಹೇಳಿದರು. ಕಾಲನಿ ಗ್ರಾಮದ ಸರ್ಕಾರಿ ಶಾಲೆಯಲ್ಲಿ ನಡೆದ ಕಾರ್ಯಕ್ರಮದಲ್ಲಿ ಮಾತನಾಡಿದ ಅವರು ಪ್ರತಿಯೊಂದು ಮಗುವಿಗೂ ಲಸಿಕೆ ಹಾಕಿಸುವುದು ಪೋಷಕರ ಕರ್ತವ್ಯ. ಗರ್ಭಿಣಿಯರು ತಪ್ಪದೇ ಆರೋಗ್ಯ ತಪಾಸಣೆ ಮಾಡಿಸಿಕೊಳ್ಳಬೇಕು. ಆರೋಗ್ಯ ಇಲಾಖೆಯ ಸಿಬ್ಬಂದಿ ಮನೆ ಮನೆಗೆ ತೆರಳಿ ಜಾಗೃತಿ ಮೂಡಿಸುತ್ತಿದ್ದಾರೆ ಎಂದರು. ಕಾರ್ಯಕ್ರಮದಲ್ಲಿ ವೈದ್ಯಾಧಿಕಾರಿ, ಗ್ರಾಮ ಪಂಚಾಯಿತಿ ಅಧ್ಯಕ್ಷರು, ಸದಸ್ಯರು, ಶಿಕ್ಷಕರು ಹಾಗೂ ಅಂಗನವಾಡಿ ಕಾರ್ಯಕರ್ತೆಯರು ಹಾಜರಿದ್ದರು. [262, 904, 370, 975]
page-number: Page : 3 [593, 45, 648, 59]
horizontal-rule [40, 742, 372, 743]
story1-column-2: ಬಂಗಾರಪೇಟೆ: ಸೋಮವಾರದಿಂದ ಪಟ್ಟಣದ ಜನತೆಗೆ ಯರಗೋಳ್ ಡ್ಯಾಂನಿಂದ ಕುಡಿಯುವ ನೀರು ಸರಬರಾಜು ಮಾಡಲಾಗುವುದು ಆದ್ದರಿಂದ 15 ದಿನಗಳ ಕಾಲ ಕುಡಿಯಲು ಉಪಯೋಗಿಸಬೇಡಿ ಎಂದು ಶಾಸಕ ಎಸ್.ಎನ್. ನಾರಾಯಣಸ್ವಾಮಿ ಹೇಳಿದರು. ಪಟ್ಟಣದ ಪುರಸಭೆ ಕಚೇರಿಯಲ್ಲಿ ಅಧಿಕಾರಿಗಳ ಸಭೆ ನಡೆಸಿ ಮಾತನಾಡಿದ ಅವರು ಯರಗೋಳ್ ಡ್ಯಾಂನಿಂದ ನೀರು ಬಿಡಲಾಗುತ್ತಿದ್ದು ಪೈಪ್‌ಲೈನ್ ಸ್ವಚ್ಛಗೊಳಿಸಬೇಕಾಗಿದೆ ಆದ್ದರಿಂದ ಸಾರ್ವಜನಿಕರು ಸಹಕರಿಸಬೇಕು ಎಂದರು. ಪಟ್ಟಣದ ಎಲ್ಲಾ ವಾರ್ಡ್‌ಗಳಿಗೆ ನೀರು ಸರಬರಾಜು ಮಾಡಲು ಕ್ರಮ ಕೈಗೊಳ್ಳಲಾಗಿದೆ. ಬರಗಾಲದ ಹಿನ್ನೆಲೆಯಲ್ಲಿ ನೀರಿನ ಸಮಸ್ಯೆ ಉಂಟಾಗದಂತೆ ಅಧಿಕಾರಿಗಳು ಎಚ್ಚರಿಕೆ ವಹಿಸಬೇಕು. ಯಾವುದೇ ಕಾರಣಕ್ಕೂ ಜನರಿಗೆ ತೊಂದರೆ ಆಗಬಾರದು. ನೀರಿನ ಗುಣಮಟ್ಟ ಪರೀಕ್ಷೆ ನಡೆಸಿದ ನಂತರವೇ ಕುಡಿಯಲು ಬಳಸಬೇಕು ಎಂದು ಸೂಚಿಸಿದರು. ಸಭೆಯಲ್ಲಿ ಪುರಸಭೆ ಅಧ್ಯಕ್ಷರು, ಮುಖ್ಯಾಧಿಕಾರಿ, ಇಂಜಿನಿಯರ್ ಹಾಗೂ ಸದಸ್ಯರು ಉಪಸ್ಥಿತರಿದ್ದರು. ನಗರಕ್ಕೆ ಶಾಶ್ವತ ಕುಡಿಯುವ ನೀರು ಒದಗಿಸುವ ಯೋಜನೆಗೆ ಸರ್ಕಾರ ಅನುದಾನ ನೀಡಿದೆ. ಕಾಮಗಾರಿ ಶೀಘ್ರವಾಗಿ ಪೂರ್ಣಗೊಳಿಸಲು ಗುತ್ತಿಗೆದಾರರಿಗೆ ಸೂಚನೆ ನೀಡಲಾಗಿದೆ. ಸಾರ್ವಜನಿಕರು ನೀರನ್ನು ಮಿತವಾಗಿ ಬಳಸಬೇಕು, ನಲ್ಲಿಗಳಿಗೆ ಮೋಟರ್ ಅಳವಡಿಸಬಾರದು ಎಂದು ಮನವಿ ಮಾಡಿದರು. [130, 206, 222, 378]
story6-column-2: ಬಂಗಾರಪೇಟೆ: ಬರ ಪರಿಸ್ಥಿತಿ ಅಧ್ಯಯನಕ್ಕೆ ಆಗಮಿಸಿದ ಕೇಂದ್ರ ತಂಡ ತಾಲ್ಲೂಕಿನ ಗ್ರಾಮದಲ್ಲಿ ಪಶುಪಾಲನಾ ಇಲಾಖೆ ಆಯೋಜಿಸಿದ್ದ ಜಾನುವಾರು ಚಿಕಿತ್ಸಾ ಶಿಬಿರಕ್ಕೆ ಭೇಟಿ ನೀಡಿ ಮಾಹಿತಿ ಪಡೆಯಿತು. ಮೇವಿನ ಕೊರತೆಯಿಂದ ಹೈನುಗಾರಿಕೆ ಮೇಲೆ ಪರಿಣಾಮ ಬೀರಿದೆ. ಹಾಲಿನ ಉತ್ಪಾದನೆ ಕುಸಿದಿದೆ ಎಂದು ರೈತರು ತಂಡದ ಗಮನಕ್ಕೆ ತಂದರು. ಜಿಲ್ಲೆಯಲ್ಲಿ ಮೇವು ಬ್ಯಾಂಕ್ ಸ್ಥಾಪಿಸಲು ಕ್ರಮ ಕೈಗೊಳ್ಳಲಾಗಿದೆ ಎಂದು ಅಧಿಕಾರಿಗಳು ತಿಳಿಸಿದರು. ಶಿಬಿರದಲ್ಲಿ ನೂರಾರು ಜಾನುವಾರುಗಳಿಗೆ ಚಿಕಿತ್ಸೆ ನೀಡಲಾಯಿತು. ರಾಜ್ಯದ ಕೃಷಿ ಇಲಾಖೆ ನಿರ್ದೇಶಕರು, ಪಶುಪಾಲನಾ ಇಲಾಖೆಯ ಉಪನಿರ್ದೇಶಕರು, ಜಿಲ್ಲಾ ಪಂಚಾಯಿತಿ ಅಧಿಕಾರಿಗಳು ಹಾಗೂ ತಾಲ್ಲೂಕು ಮಟ್ಟದ ಅಧಿಕಾರಿಗಳು ಉಪಸ್ಥಿತರಿದ್ದರು. ರೈತರಿಗೆ ಸೂಕ್ತ ಪರಿಹಾರ ಒದಗಿಸಲು ಕೇಂದ್ರಕ್ಕೆ ಶಿಫಾರಸು ಮಾಡಲಾಗುವುದು ಎಂದು ತಂಡದ ಸದಸ್ಯರು ತಿಳಿಸಿದರು. [474, 898, 564, 1013]
story5-caption: ಬೇತಮಂಗಲ: ಕಾಲನಿ ಗ್ರಾಮದ ಶಾಲಾ ಸಿಂಧು ಪ್ರಾಥಮಿಕ ಶಾಲೆಯಲ್ಲಿ ಮಿಷನ್ ಇಂದ್ರಧನುಷ್ ಅಭಿಯಾನಕ್ಕೆ ಚಾಲನೆ ನೀಡಲಾಯಿತು. [40, 886, 267, 892]
paper-title: ಬಯಲು ಸೀಮೆ [238, 40, 450, 64]
story1-column-4: ಬಂಗಾರಪೇಟೆ: ಸೋಮವಾರದಿಂದ ಪಟ್ಟಣದ ಜನತೆಗೆ ಯರಗೋಳ್ ಡ್ಯಾಂನಿಂದ ಕುಡಿಯುವ ನೀರು ಸರಬರಾಜು ಮಾಡಲಾಗುವುದು ಆದ್ದರಿಂದ 15 ದಿನಗಳ ಕಾಲ ಕುಡಿಯಲು ಉಪಯೋಗಿಸಬೇಡಿ ಎಂದು ಶಾಸಕ ಎಸ್.ಎನ್. ನಾರಾಯಣಸ್ವಾಮಿ ಹೇಳಿದರು. ಪಟ್ಟಣದ ಪುರಸಭೆ ಕಚೇರಿಯಲ್ಲಿ ಅಧಿಕಾರಿಗಳ ಸಭೆ ನಡೆಸಿ ಮಾತನಾಡಿದ ಅವರು ಯರಗೋಳ್ ಡ್ಯಾಂನಿಂದ ನೀರು ಬಿಡಲಾಗುತ್ತಿದ್ದು ಪೈಪ್‌ಲೈನ್ ಸ್ವಚ್ಛಗೊಳಿಸಬೇಕಾಗಿದೆ ಆದ್ದರಿಂದ ಸಾರ್ವಜನಿಕರು ಸಹಕರಿಸಬೇಕು ಎಂದರು. ಪಟ್ಟಣದ ಎಲ್ಲಾ ವಾರ್ಡ್‌ಗಳಿಗೆ ನೀರು ಸರಬರಾಜು ಮಾಡಲು ಕ್ರಮ ಕೈಗೊಳ್ಳಲಾಗಿದೆ. ಬರಗಾಲದ ಹಿನ್ನೆಲೆಯಲ್ಲಿ ನೀರಿನ ಸಮಸ್ಯೆ ಉಂಟಾಗದಂತೆ ಅಧಿಕಾರಿಗಳು ಎಚ್ಚರಿಕೆ ವಹಿಸಬೇಕು. ಯಾವುದೇ ಕಾರಣಕ್ಕೂ ಜನರಿಗೆ ತೊಂದರೆ ಆಗಬಾರದು. ನೀರಿನ ಗುಣಮಟ್ಟ ಪರೀಕ್ಷೆ ನಡೆಸಿದ ನಂತರವೇ ಕುಡಿಯಲು ಬಳಸಬೇಕು ಎಂದು ಸೂಚಿಸಿದರು. ಸಭೆಯಲ್ಲಿ ಪುರಸಭೆ ಅಧ್ಯಕ್ಷರು, ಮುಖ್ಯಾಧಿಕಾರಿ, ಇಂಜಿನಿಯರ್ ಹಾಗೂ ಸದಸ್ಯರು ಉಪಸ್ಥಿತರಿದ್ದರು. ನಗರಕ್ಕೆ ಶಾಶ್ವತ ಕುಡಿಯುವ ನೀರು ಒದಗಿಸುವ ಯೋಜನೆಗೆ ಸರ್ಕಾರ ಅನುದಾನ ನೀಡಿದೆ. ಕಾಮಗಾರಿ ಶೀಘ್ರವಾಗಿ ಪೂರ್ಣಗೊಳಿಸಲು ಗುತ್ತಿಗೆದಾರರಿಗೆ ಸೂಚನೆ ನೀಡಲಾಗಿದೆ. ಸಾರ್ವಜನಿಕರು ನೀರನ್ನು ಮಿತವಾಗಿ ಬಳಸಬೇಕು, ನಲ್ಲಿಗಳಿಗೆ ಮೋಟರ್ ಅಳವಡಿಸಬಾರದು ಎಂದು ಮನವಿ ಮಾಡಿದರು. [328, 104, 416, 283]
function-photo [41, 769, 371, 883]
story6-photo [380, 738, 658, 880]
story5-headline: ಅಭಿಯಾನ ಪ್ರದರ್ಶನಕ್ಕೆ ಸೀಮಿತವಾಗಬಾರದು: ಅಮರೇಶ [40, 748, 235, 761]
story2-column-2: ಮುಳಬಾಗಿಲು: ಮಕ್ಕಳು ಮತ್ತು ಗರ್ಭಿಣಿ ಮಹಿಳೆಯರ ಆರೋಗ್ಯ ರಕ್ಷಣೆಗಾಗಿ ಮಿಷನ್ ಇಂದ್ರಧನುಷ್ ಅಭಿಯಾನವನ್ನು ಯಶಸ್ವಿಗೊಳಿಸಬೇಕು ಎಂದು ತಾಲ್ಲೂಕು ಆರೋಗ್ಯಾಧಿಕಾರಿ ಡಾ. ಹುಬ್ಬಳ್ಳಿ ಹೇಳಿದರು. ತಾಲ್ಲೂಕು ಆಸ್ಪತ್ರೆಯ ಸಭಾಂಗಣದಲ್ಲಿ ನಡೆದ ಸಭೆಯಲ್ಲಿ ಮಾತನಾಡಿದ ಅವರು ಲಸಿಕೆಯಿಂದ ವಂಚಿತರಾದ ಮಕ್ಕಳನ್ನು ಗುರುತಿಸಿ ಲಸಿಕೆ ಹಾಕಬೇಕು. ಆಶಾ ಕಾರ್ಯಕರ್ತೆಯರು ಮನೆ ಮನೆಗೆ ಭೇಟಿ ನೀಡಿ ಮಾಹಿತಿ ಸಂಗ್ರಹಿಸಬೇಕು. 0 ರಿಂದ 5 ವರ್ಷದ ಮಕ್ಕಳಿಗೆ ಎಲ್ಲಾ ಲಸಿಕೆಗಳನ್ನು ನೀಡುವುದು ನಮ್ಮ ಗುರಿಯಾಗಿದೆ. ಅಭಿಯಾನವು ಮೂರು ಹಂತಗಳಲ್ಲಿ ನಡೆಯಲಿದ್ದು ಪ್ರತಿ ಹಂತದಲ್ಲಿ ಆರು ದಿನಗಳ ಕಾಲ ಲಸಿಕಾ ಕಾರ್ಯಕ್ರಮ ನಡೆಯಲಿದೆ. ವಲಸೆ ಕುಟುಂಬಗಳ ಮಕ್ಕಳನ್ನು ಗುರುತಿಸುವುದು ಅಗತ್ಯವಾಗಿದೆ. 13 ಲಕ್ಷ ಮಕ್ಕಳಿಗೆ ಲಸಿಕೆ ನೀಡುವ ಗುರಿ ಹೊಂದಲಾಗಿದೆ. ಸಭೆಯಲ್ಲಿ ವೈದ್ಯಾಧಿಕಾರಿಗಳು, ಆರೋಗ್ಯ ನಿರೀಕ್ಷಕರು, ಅಂಗನವಾಡಿ ಮೇಲ್ವಿಚಾರಕಿಯರು ಹಾಗೂ ಆಶಾ ಕಾರ್ಯಕರ್ತೆಯರು ಭಾಗವಹಿಸಿದ್ದರು. ಜನತೆ ಸದ್ಭಾವನೆಯಿಂದ ಸಹಕರಿಸಿದಲ್ಲಿ ಅಭಿಯಾನ ಯಶಸ್ವಿಯಾಗಲಿದೆ ಎಂದರು. [506, 108, 580, 280]
